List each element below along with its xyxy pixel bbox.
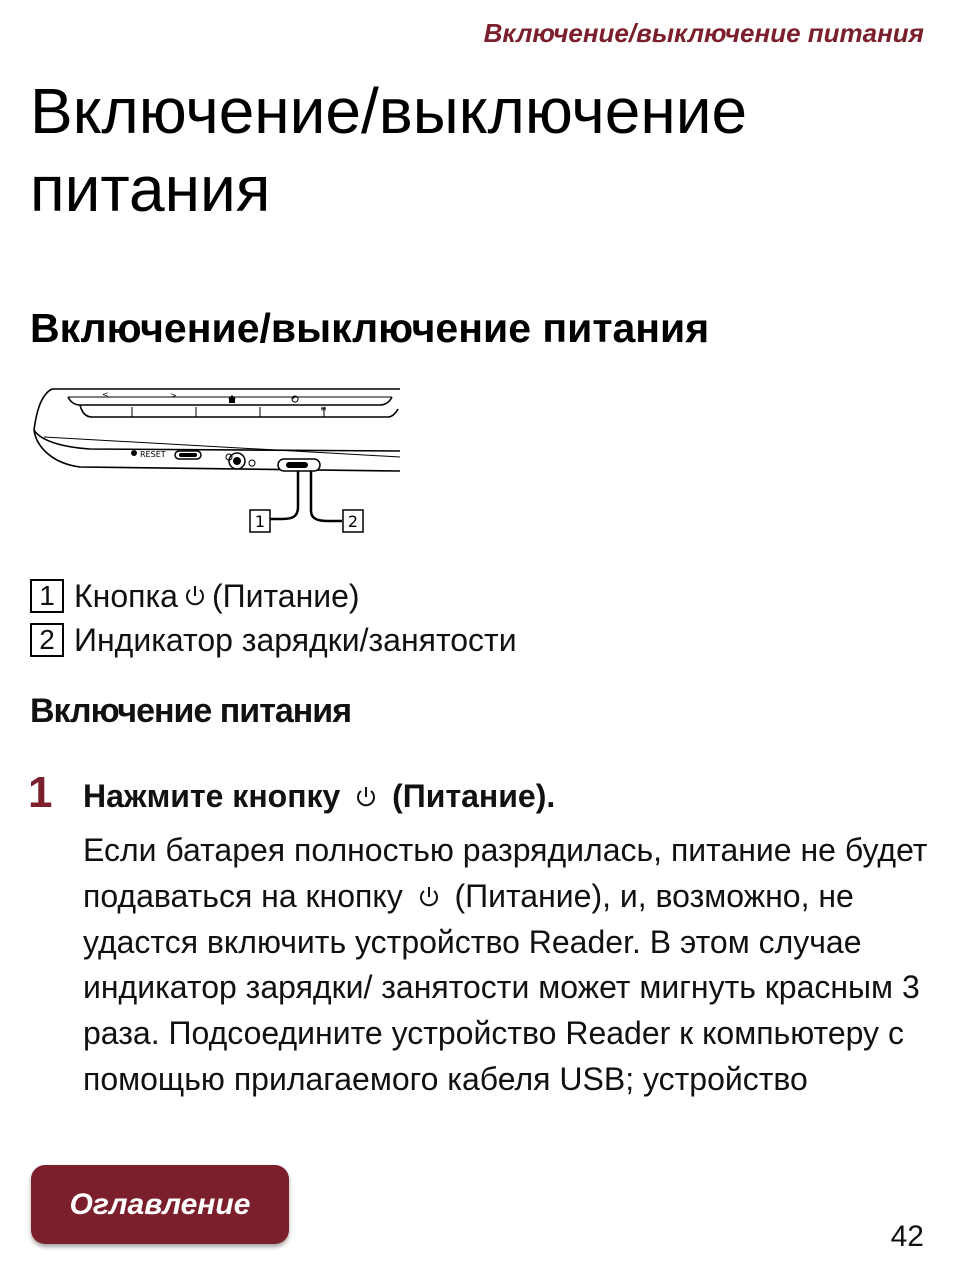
svg-text:<: <: [102, 390, 109, 399]
page-number: 42: [890, 1220, 924, 1253]
page-title: [30, 72, 930, 228]
legend-text: Индикатор зарядки/занятости: [74, 621, 517, 658]
power-icon: [416, 884, 442, 910]
page-title-line2: питания: [30, 153, 271, 225]
power-icon: [353, 784, 379, 810]
section-heading: Включение/выключение питания: [30, 305, 710, 351]
svg-text:>: >: [170, 391, 177, 400]
power-icon: [182, 583, 208, 609]
svg-text:1: 1: [254, 512, 266, 531]
callout-1: [250, 510, 270, 532]
svg-text:≡: ≡: [320, 404, 327, 413]
figure-legend: [30, 574, 517, 662]
legend-item: [30, 574, 517, 618]
page-title-line1: Включение/выключение: [30, 75, 748, 147]
table-of-contents-button[interactable]: Оглавление: [31, 1165, 289, 1244]
running-header: Включение/выключение питания: [483, 18, 924, 48]
svg-text:2: 2: [347, 512, 359, 531]
step-title: Нажмите кнопку (Питание).: [83, 778, 556, 814]
reset-label: RESET: [140, 450, 166, 459]
subsection-heading: Включение питания: [30, 692, 352, 730]
legend-item: [30, 618, 517, 662]
callout-2: [343, 510, 363, 532]
legend-text: Кнопка: [74, 577, 178, 614]
legend-number-box: 1: [30, 579, 64, 613]
step-body: Если батарея полностью разрядилась, питание не будет подаваться на кнопку (Питание), и, возможно, не удастся включить устройство Reader. В этом случае индикатор зарядки/ занятости может мигнуть красным 3 раза. Подсоедините устройство Reader к компьютеру с помощью прилагаемого кабеля USB; устройство: [83, 832, 928, 1097]
device-illustration: [30, 385, 410, 545]
legend-number-box: 2: [30, 623, 64, 657]
legend-text: (Питание): [211, 577, 360, 614]
step-number: 1: [28, 768, 53, 817]
